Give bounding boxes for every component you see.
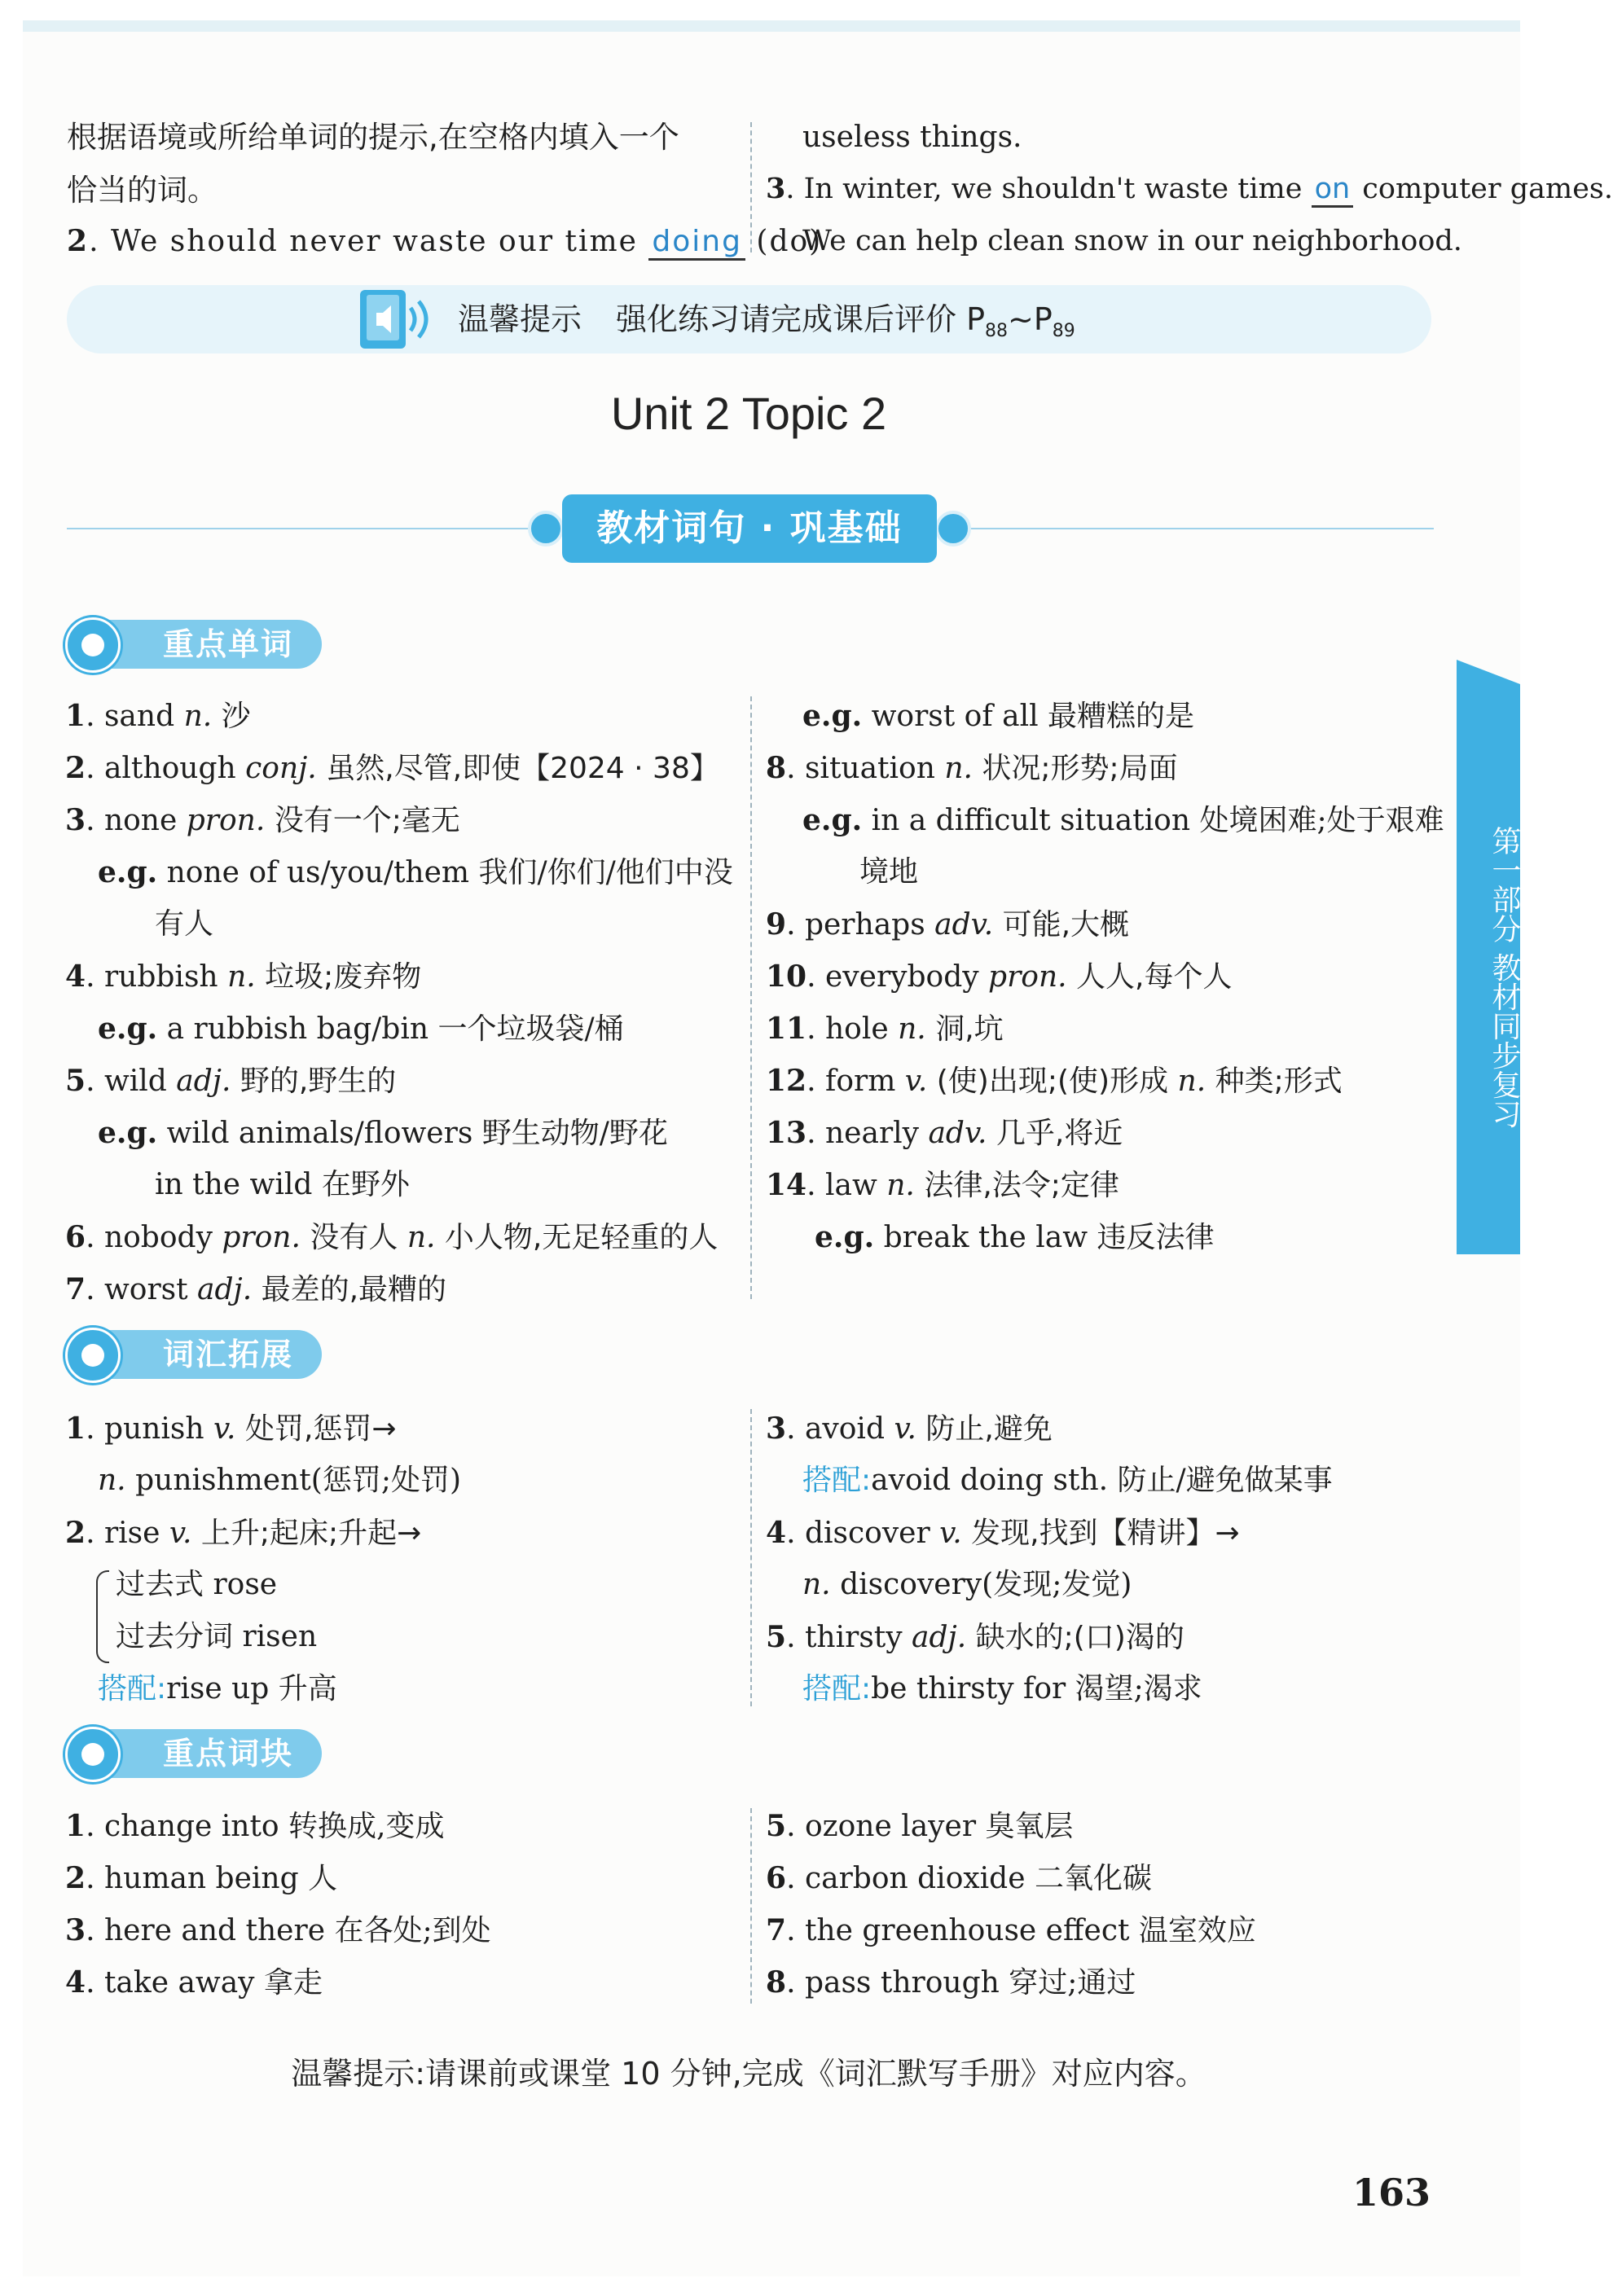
collocation: 搭配:be thirsty for 渴望;渴求 xyxy=(802,1672,1202,1706)
word-item: 8. situation n. 状况;形势;局面 xyxy=(766,751,1178,785)
word-item: 4. discover v. 发现,找到【精讲】→ xyxy=(766,1516,1240,1550)
phrase-item: 6. carbon dioxide 二氧化碳 xyxy=(766,1861,1152,1895)
section-dot-right xyxy=(935,511,971,547)
example-item: e.g. a rubbish bag/bin 一个垃圾袋/桶 xyxy=(98,1012,624,1046)
word-item: 3. none pron. 没有一个;毫无 xyxy=(65,803,460,837)
phrase-item: 2. human being 人 xyxy=(65,1861,338,1895)
question-2: 2. We should never waste our time doing (do) xyxy=(67,222,822,261)
word-item: 5. wild adj. 野的,野生的 xyxy=(65,1064,397,1098)
question-2-continued: useless things. xyxy=(802,121,1022,154)
word-item: 10. everybody pron. 人人,每个人 xyxy=(766,959,1233,994)
word-item: 13. nearly adv. 几乎,将近 xyxy=(766,1116,1123,1150)
phrase-item: 4. take away 拿走 xyxy=(65,1965,323,2000)
example-continued: in the wild 在野外 xyxy=(155,1168,410,1201)
tip-banner-text: 温馨提示 强化练习请完成课后评价 $P_{88}\sim P_{89}$ xyxy=(458,301,1075,341)
section-rule-right xyxy=(969,528,1434,529)
word-item: 11. hole n. 洞,坑 xyxy=(766,1012,1004,1046)
word-item: 9. perhaps adv. 可能,大概 xyxy=(766,907,1130,942)
word-item: 6. nobody pron. 没有人 n. 小人物,无足轻重的人 xyxy=(65,1220,719,1254)
section-head-vocab-ext: 词汇拓展 xyxy=(65,1328,322,1381)
word-item: 4. rubbish n. 垃圾;废弃物 xyxy=(65,959,422,994)
section-head-phrases: 重点词块 xyxy=(65,1727,322,1780)
word-item: 2. rise v. 上升;起床;升起→ xyxy=(65,1516,422,1550)
word-item: 2. although conj. 虽然,尽管,即使【2024 · 38】 xyxy=(65,751,719,785)
word-item: 5. thirsty adj. 缺水的;(口)渴的 xyxy=(766,1620,1184,1654)
answer-blank-3[interactable]: on xyxy=(1312,173,1354,208)
word-item: 12. form v. (使)出现;(使)形成 n. 种类;形式 xyxy=(766,1064,1343,1098)
word-item: 14. law n. 法律,法令;定律 xyxy=(766,1168,1119,1202)
collocation: 搭配:avoid doing sth. 防止/避免做某事 xyxy=(802,1464,1333,1497)
unit-title: Unit 2 Topic 2 xyxy=(610,388,887,439)
badge-icon xyxy=(65,617,121,673)
example-item: e.g. break the law 违反法律 xyxy=(815,1220,1215,1254)
column-divider-phrases xyxy=(750,1808,752,2004)
brace xyxy=(96,1570,109,1663)
column-divider-words xyxy=(750,696,752,1299)
page-number: 163 xyxy=(1352,2171,1431,2215)
footer-tip: 温馨提示:请课前或课堂 10 分钟,完成《词汇默写手册》对应内容。 xyxy=(291,2056,1206,2092)
word-derived: n. punishment(惩罚;处罚) xyxy=(98,1464,461,1497)
past-tense: 过去式 rose xyxy=(116,1568,278,1601)
instruction-line-2: 恰当的词。 xyxy=(67,173,218,208)
phrase-item: 3. here and there 在各处;到处 xyxy=(65,1913,491,1947)
badge-icon xyxy=(65,1328,121,1383)
example-item: e.g. worst of all 最糟糕的是 xyxy=(802,699,1195,733)
section-title: 教材词句 · 巩基础 xyxy=(562,494,937,563)
word-item: 3. avoid v. 防止,避免 xyxy=(766,1411,1053,1446)
side-tab-label: 第一部分 教材同步复习 xyxy=(1488,826,1521,1129)
column-divider xyxy=(750,122,752,252)
word-item: 1. punish v. 处罚,惩罚→ xyxy=(65,1411,397,1446)
instruction-line-1: 根据语境或所给单词的提示,在空格内填入一个 xyxy=(67,120,679,155)
badge-icon xyxy=(65,1727,121,1782)
word-item: 7. worst adj. 最差的,最糟的 xyxy=(65,1272,447,1306)
phrase-item: 7. the greenhouse effect 温室效应 xyxy=(766,1913,1256,1947)
phrase-item: 1. change into 转换成,变成 xyxy=(65,1809,445,1843)
example-item: e.g. wild animals/flowers 野生动物/野花 xyxy=(98,1116,668,1150)
section-rule-left xyxy=(67,528,556,529)
collocation: 搭配:rise up 升高 xyxy=(98,1672,337,1706)
section-head-key-words: 重点单词 xyxy=(65,617,322,671)
answer-blank-2[interactable]: doing xyxy=(648,226,745,261)
example-continued: 境地 xyxy=(859,855,919,889)
example-item: e.g. none of us/you/them 我们/你们/他们中没 xyxy=(98,855,733,889)
phrase-item: 8. pass through 穿过;通过 xyxy=(766,1965,1136,2000)
example-item: e.g. in a difficult situation 处境困难;处于艰难 xyxy=(802,803,1444,837)
phrase-item: 5. ozone layer 臭氧层 xyxy=(766,1809,1074,1843)
question-3: 3. In winter, we shouldn't waste time on computer games. xyxy=(766,169,1613,209)
example-continued: 有人 xyxy=(155,907,214,941)
past-participle: 过去分词 risen xyxy=(116,1620,318,1653)
tip-banner xyxy=(67,285,1431,353)
side-tab xyxy=(1457,684,1520,1254)
top-band xyxy=(23,20,1520,32)
word-item: 1. sand n. 沙 xyxy=(65,699,251,733)
column-divider-ext xyxy=(750,1409,752,1706)
section-dot-left xyxy=(528,511,564,547)
question-3-continued: We can help clean snow in our neighborhood. xyxy=(802,225,1462,257)
speaker-book-icon xyxy=(357,287,438,352)
word-derived: n. discovery(发现;发觉) xyxy=(802,1568,1132,1601)
